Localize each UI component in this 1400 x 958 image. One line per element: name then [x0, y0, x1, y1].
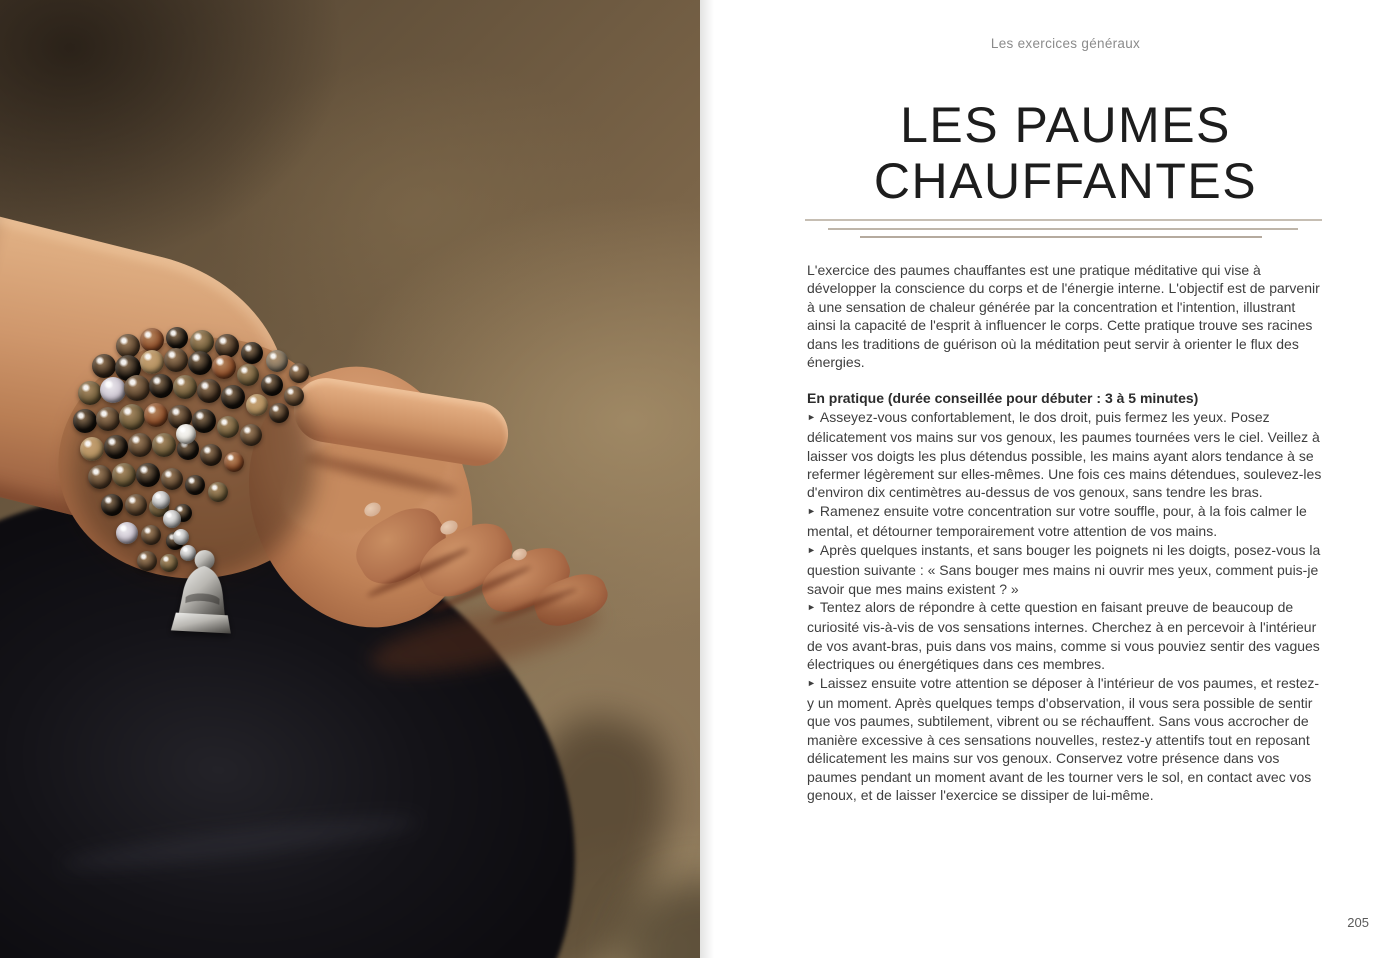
page-number: 205	[1347, 915, 1369, 930]
bullet-marker-icon: ►	[807, 678, 816, 689]
mala-bead	[149, 374, 173, 398]
buddha-pendant-icon	[170, 546, 236, 635]
bullet-marker-icon: ►	[807, 506, 816, 517]
decorative-rule-1	[805, 219, 1322, 221]
chapter-title	[792, 97, 1339, 209]
mala-bead	[224, 452, 244, 472]
running-header: Les exercices généraux	[990, 36, 1141, 51]
mala-bead	[197, 379, 221, 403]
mala-bead	[208, 482, 228, 502]
practice-heading: En pratique (durée conseillée pour débuter : 3 à 5 minutes)	[807, 390, 1199, 407]
bullet-text: Laissez ensuite votre attention se déposer à l'intérieur de vos paumes, et restez-y un moment. Après quelques temps d'observation, il vous sera possible de sentir que vos paumes, subtilement, vibrent ou se réchauffent. Sans vous accrocher de manière excessive à ces sensations nouvelles, restez-y attentifs tout en reposant délicatement les mains sur vos genoux. Conservez votre présence dans vos paumes pendant un moment avant de les tourner vers le sol, en contact avec vos genoux, et de laisser l'exercice se dissiper de lui-même.	[807, 674, 1320, 803]
mala-bead	[164, 348, 188, 372]
bullet-item	[807, 674, 1324, 805]
mala-bead	[284, 386, 304, 406]
mala-bead	[152, 433, 176, 457]
mala-bead	[80, 437, 104, 461]
mala-bead	[125, 494, 147, 516]
mala-bead	[96, 407, 120, 431]
mala-bead	[116, 522, 138, 544]
silver-bead	[163, 510, 181, 528]
mala-bead	[237, 364, 259, 386]
mala-bead	[141, 525, 161, 545]
bullet-text: Après quelques instants, et sans bouger les poignets ni les doigts, posez-vous la question suivante : « Sans bouger mes mains ni ouvrir mes yeux, comment puis-je savoir que mes mains existent ? »	[807, 541, 1321, 597]
mala-bead	[136, 463, 160, 487]
mala-bead	[100, 377, 126, 403]
mala-bead	[101, 494, 123, 516]
mala-bead	[176, 424, 196, 444]
mala-bead	[88, 465, 112, 489]
mala-bead	[261, 374, 283, 396]
bullet-marker-icon: ►	[807, 602, 816, 613]
mala-bead	[289, 363, 309, 383]
bullet-text: Tentez alors de répondre à cette question en faisant preuve de beaucoup de curiosité vis-à-vis de vos sensations internes. Cherchez à en percevoir à l'intérieur de vos avant-bras, puis dans vos mains, comme si vous pouviez sentir des vagues électriques ou énergétiques dans ces membres.	[807, 598, 1320, 673]
mala-bead	[217, 416, 239, 438]
mala-bead	[140, 328, 164, 352]
title-line-2: CHAUFFANTES	[873, 153, 1258, 209]
mala-bead	[92, 354, 116, 378]
mala-bead	[140, 350, 164, 374]
mala-bead	[173, 375, 197, 399]
bullet-text: Ramenez ensuite votre concentration sur votre souffle, pour, à la fois calmer le mental, et détourner temporairement votre attention de vos mains.	[807, 502, 1307, 540]
mala-bead	[112, 463, 136, 487]
mala-bead	[192, 409, 216, 433]
mala-bead	[137, 551, 157, 571]
mala-bead	[269, 403, 289, 423]
bullet-item	[807, 541, 1324, 598]
mala-bead	[241, 342, 263, 364]
mala-bead	[246, 394, 268, 416]
bullet-item	[807, 598, 1324, 674]
mala-bead	[266, 350, 288, 372]
silver-bead	[152, 491, 170, 509]
bullet-marker-icon: ►	[807, 545, 816, 556]
title-line-1: LES PAUMES	[900, 97, 1231, 153]
page-gutter-shadow	[700, 0, 714, 958]
mala-bead	[212, 355, 236, 379]
decorative-rule-2	[828, 228, 1298, 230]
mala-bead	[221, 385, 245, 409]
bullet-marker-icon: ►	[807, 412, 816, 423]
mala-bead	[161, 468, 183, 490]
decorative-rule-3	[860, 236, 1262, 238]
mala-bead	[240, 424, 262, 446]
bullet-item	[807, 502, 1324, 541]
mala-bead	[104, 435, 128, 459]
mala-bead	[119, 404, 145, 430]
text-page	[700, 0, 1400, 958]
bullet-item	[807, 408, 1324, 502]
bullet-text: Asseyez-vous confortablement, le dos droit, puis fermez les yeux. Posez délicatement vos mains sur vos genoux, les paumes tournées vers le ciel. Veillez à laisser vos doigts les plus détendus possible, les mains ayant alors tendance à se refermer légèrement sur elles-mêmes. Une fois ces mains détendues, soulevez-les d'environ dix centimètres au-dessus de vos genoux, sans tendre les bras.	[807, 408, 1322, 501]
mala-bead	[124, 375, 150, 401]
mala-bead	[78, 381, 102, 405]
intro-paragraph: L'exercice des paumes chauffantes est une pratique méditative qui vise à développer la conscience du corps et de l'énergie interne. L'objectif est de parvenir à une sensation de chaleur générée par la concentration et l'intention, illustrant ainsi la capacité de l'esprit à influencer le corps. Cette pratique trouve ses racines dans les traditions de guérison où la méditation peut servir à orienter le flux des énergies.	[807, 262, 1320, 371]
silver-bead	[173, 529, 189, 545]
mala-bead	[185, 475, 205, 495]
mala-bead	[200, 444, 222, 466]
mala-bead	[128, 433, 152, 457]
mala-bead	[144, 403, 168, 427]
mala-bead	[73, 409, 97, 433]
mala-bead	[166, 327, 188, 349]
mala-bead	[188, 351, 212, 375]
body-text	[807, 261, 1324, 804]
